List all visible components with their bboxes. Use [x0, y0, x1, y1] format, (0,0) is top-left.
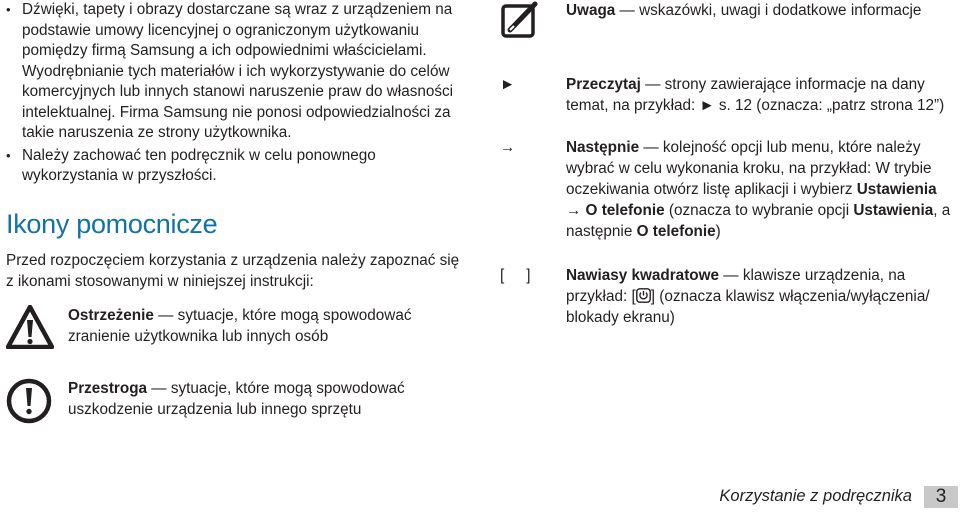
- bullet-list: [6, 0, 476, 187]
- read-row: [500, 74, 955, 116]
- caution-row: [6, 378, 476, 424]
- note-row: [500, 0, 955, 40]
- bullet-dot: •: [6, 147, 11, 163]
- caution-description: Przestroga — sytuacje, które mogą spowodować uszkodzenie urządzenia lub innego sprzętu: [68, 380, 405, 418]
- caution-circle-icon: [6, 378, 52, 424]
- power-icon: [636, 288, 651, 303]
- note-description: Uwaga — wskazówki, uwagi i dodatkowe informacje: [566, 2, 922, 19]
- next-description: Następnie — kolejność opcji lub menu, które należy wybrać w celu wykonania kroku, na przykład: W trybie oczekiwania otwórz listę aplikacji i wybierz Ustawienia → O telefonie (oznacza to wybranie opcji Ustawienia, a następnie O telefonie): [566, 139, 951, 240]
- right-arrow-icon: →: [500, 139, 516, 156]
- page-number: 3: [924, 486, 958, 508]
- play-arrow-icon: ►: [500, 76, 516, 93]
- brackets-row: [500, 265, 955, 328]
- section-intro: Przed rozpoczęciem korzystania z urządzenia należy zapoznać się z ikonami stosowanymi w niniejszej instrukcji:: [6, 252, 460, 290]
- read-description: Przeczytaj — strony zawierające informacje na dany temat, na przykład: ► s. 12 (oznacza: „patrz strona 12”): [566, 76, 945, 114]
- pencil-note-icon: [500, 0, 540, 40]
- warning-row: [6, 305, 476, 349]
- next-row: [500, 137, 955, 242]
- brackets-symbol: [ ]: [500, 267, 531, 284]
- warning-description: Ostrzeżenie — sytuacje, które mogą spowodować zranienie użytkownika lub innych osób: [68, 307, 412, 345]
- warning-triangle-icon: [6, 305, 54, 349]
- bullet-dot: •: [6, 2, 11, 17]
- bullet-item: • Należy zachować ten podręcznik w celu ponownego wykorzystania w przyszłości.: [6, 146, 376, 184]
- section-heading: Ikony pomocnicze: [6, 209, 218, 239]
- brackets-description: Nawiasy kwadratowe — klawisze urządzenia, na przykład: [ ] (oznacza klawisz włączenia/wyłączenia/ blokady ekranu): [566, 267, 930, 326]
- bullet-item: • Dźwięki, tapety i obrazy dostarczane są wraz z urządzeniem na podstawie umowy licencyjnej o ograniczonym użytkowaniu pomiędzy firmą Samsung a ich odpowiednimi właścicielami. Wyodrębnianie tych materiałów i ich wykorzystywanie do celów komercyjnych lub innych stanowi naruszenie praw do własności intelektualnej. Firma Samsung nie ponosi odpowiedzialności za takie naruszenia ze strony użytkownika.: [6, 1, 454, 141]
- footer-title: Korzystanie z podręcznika: [719, 487, 912, 505]
- note-symbol: [500, 0, 566, 40]
